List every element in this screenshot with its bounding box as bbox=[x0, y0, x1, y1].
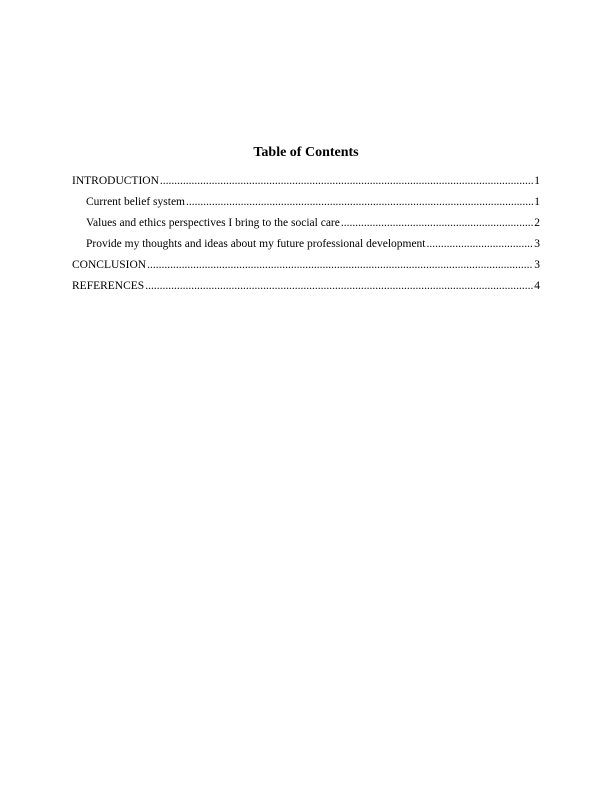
toc-entry-conclusion[interactable] bbox=[72, 258, 540, 272]
toc-dot-leader bbox=[145, 279, 533, 293]
toc-entry-label: REFERENCES bbox=[72, 280, 145, 292]
toc-dot-leader bbox=[427, 237, 534, 251]
toc-entry-label: Current belief system bbox=[86, 196, 186, 208]
toc-dot-leader bbox=[186, 195, 533, 209]
toc-entry-values-and-ethics[interactable] bbox=[72, 216, 540, 230]
toc-entry-label: INTRODUCTION bbox=[72, 175, 159, 187]
toc-entry-introduction[interactable] bbox=[72, 174, 540, 188]
toc-entry-current-belief-system[interactable] bbox=[72, 195, 540, 209]
toc-entry-references[interactable] bbox=[72, 279, 540, 293]
toc-page-number: 1 bbox=[534, 175, 540, 187]
toc-page-number: 2 bbox=[534, 217, 540, 229]
toc-page-number: 3 bbox=[534, 259, 540, 271]
toc-dot-leader bbox=[341, 216, 533, 230]
toc-entry-professional-development[interactable] bbox=[72, 237, 540, 251]
table-of-contents bbox=[72, 174, 540, 300]
toc-dot-leader bbox=[147, 258, 533, 272]
toc-page-number: 3 bbox=[534, 238, 540, 250]
toc-entry-label: Provide my thoughts and ideas about my future professional development bbox=[86, 238, 426, 250]
toc-dot-leader bbox=[160, 174, 533, 188]
toc-page-number: 1 bbox=[534, 196, 540, 208]
toc-entry-label: Values and ethics perspectives I bring to the social care bbox=[86, 217, 340, 229]
toc-heading: Table of Contents bbox=[253, 145, 359, 160]
toc-page-number: 4 bbox=[534, 280, 540, 292]
toc-entry-label: CONCLUSION bbox=[72, 259, 147, 271]
